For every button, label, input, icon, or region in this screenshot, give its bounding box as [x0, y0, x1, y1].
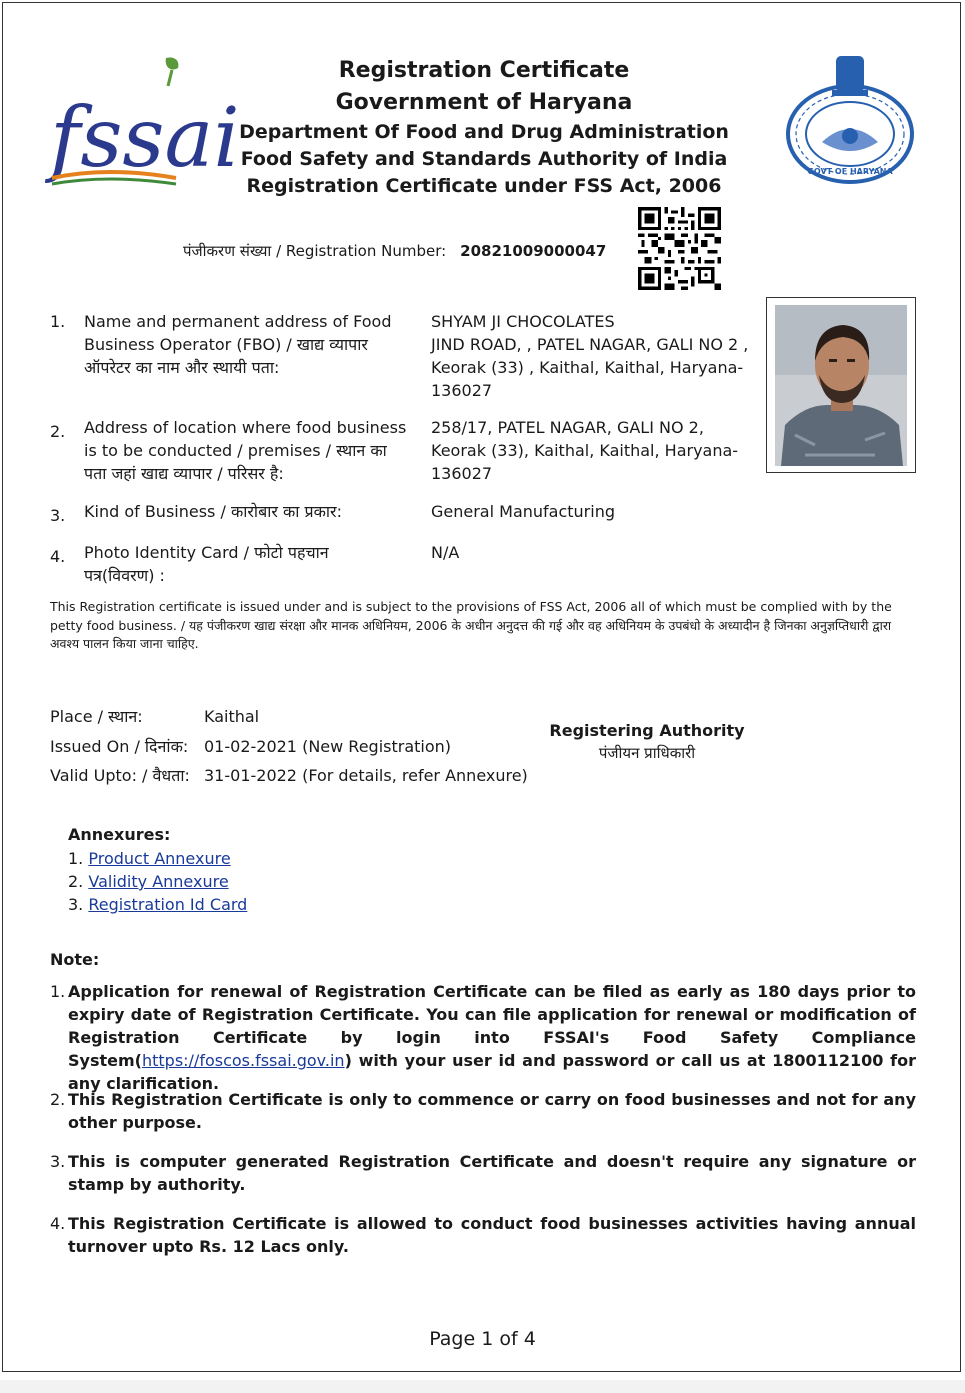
item-number: 4.: [50, 547, 66, 566]
note-text: This Registration Certificate is only to commence or carry on food businesses and not for any other purpose.: [68, 1090, 916, 1132]
note-text: This Registration Certificate is allowed to conduct food businesses activities having annual turnover upto Rs. 12 Lacs only.: [68, 1214, 916, 1256]
qr-code-icon: [638, 207, 721, 290]
validity-annexure-link[interactable]: Validity Annexure: [88, 872, 229, 891]
foscos-link[interactable]: https://foscos.fssai.gov.in: [141, 1051, 345, 1070]
annexure-item: [68, 870, 229, 893]
place-value: Kaithal: [204, 707, 260, 726]
annexure-number: 3.: [68, 895, 84, 914]
authority-label-en: Registering Authority: [549, 721, 745, 740]
note-number: 1.: [50, 982, 66, 1001]
note-item-4: [50, 1212, 916, 1258]
title-registration-certificate: Registration Certificate: [338, 58, 630, 83]
authority-label-hi: पंजीयन प्राधिकारी: [598, 744, 696, 762]
haryana-seal-icon: [782, 50, 918, 186]
place-label: Place / स्थान:: [50, 707, 143, 726]
page-number: Page 1 of 4: [429, 1328, 536, 1350]
certificate-header: [230, 55, 738, 200]
note-text: [68, 980, 916, 1095]
note-title: Note:: [50, 950, 100, 969]
note-item-3: [50, 1150, 916, 1196]
subject-statement: This Registration certificate is issued under and is subject to the provisions of FSS Act, 2006 all of which must be complied with by the petty food business. / यह पंजीकरण खाद्य संरक्षा और मानक अधिनियम, 2006 के अधीन अनुदत्त की गई और वह अधिनियम के उपबंधो के अध्यादीन है जिनका अनुज्ञप्तिधारी द्वारा अवश्य पालन किया जाना चाहिए.: [50, 599, 892, 651]
item-label: Kind of Business / कारोबार का प्रकार:: [84, 502, 342, 521]
seal-text: GOVT OF HARYANA: [807, 167, 893, 176]
item-value: N/A: [431, 543, 460, 562]
product-annexure-link[interactable]: Product Annexure: [88, 849, 231, 868]
annexure-number: 2.: [68, 872, 84, 891]
item-number: 2.: [50, 422, 66, 441]
registration-id-card-link[interactable]: Registration Id Card: [88, 895, 248, 914]
registration-number: [183, 241, 606, 261]
item-value: General Manufacturing: [431, 502, 615, 521]
item-label: Address of location where food business is to be conducted / premises / स्थान का पता जहां खाद्य व्यापार / परिसर है:: [84, 418, 407, 483]
item-label: Name and permanent address of Food Business Operator (FBO) / खाद्य व्यापार ऑपरेटर का नाम और स्थायी पता:: [84, 312, 392, 377]
person-photo-icon: [775, 305, 907, 466]
note-text: This is computer generated Registration Certificate and doesn't require any signature or stamp by authority.: [68, 1152, 916, 1194]
annexures-title: Annexures:: [68, 825, 171, 844]
item-number: 3.: [50, 506, 66, 525]
registering-authority: [548, 719, 746, 763]
title-act: Registration Certificate under FSS Act, 2006: [246, 175, 722, 197]
valid-value: 31-01-2022 (For details, refer Annexure): [204, 766, 528, 785]
bottom-strip: [0, 1380, 965, 1393]
note-text-part: Application for renewal of Registration Certificate can be filed as early as 180 days prior to expiry date of Registration Certificate. You can file application for renewal or modification of Registration Certificate by login into FSSAI's Food Safety Compliance System(: [68, 982, 916, 1070]
item-number: 1.: [50, 312, 66, 331]
issued-value: 01-02-2021 (New Registration): [204, 737, 452, 756]
title-department: Department Of Food and Drug Administration: [239, 121, 729, 143]
registration-number-value: 20821009000047: [460, 242, 607, 260]
item-value: 258/17, PATEL NAGAR, GALI NO 2, Keorak (33), Kaithal, Kaithal, Haryana-136027: [431, 418, 739, 483]
note-number: 2.: [50, 1090, 66, 1109]
issued-label: Issued On / दिनांक:: [50, 737, 189, 756]
annexure-number: 1.: [68, 849, 84, 868]
item-label: Photo Identity Card / फोटो पहचान पत्र(विवरण) :: [84, 543, 329, 585]
logo-text: fssai: [50, 91, 240, 186]
title-authority: Food Safety and Standards Authority of India: [240, 148, 728, 170]
valid-label: Valid Upto: / वैधता:: [50, 766, 190, 785]
title-government: Government of Haryana: [335, 90, 633, 115]
note-number: 3.: [50, 1152, 66, 1171]
note-item-1: [50, 980, 916, 1095]
note-item-2: [50, 1088, 916, 1134]
annexure-item: [68, 893, 247, 916]
note-number: 4.: [50, 1214, 66, 1233]
fbo-photo-frame: [766, 297, 916, 473]
fssai-logo-icon: [48, 50, 240, 190]
note-text-part: ) with your user id and password or call us at 1800112100 for any clarification.: [68, 1051, 916, 1093]
annexure-item: [68, 847, 231, 870]
item-value: SHYAM JI CHOCOLATES JIND ROAD, , PATEL NAGAR, GALI NO 2 , Keorak (33) , Kaithal, Kaithal, Haryana-136027: [431, 312, 749, 400]
registration-number-label: पंजीकरण संख्या / Registration Number:: [183, 242, 447, 260]
